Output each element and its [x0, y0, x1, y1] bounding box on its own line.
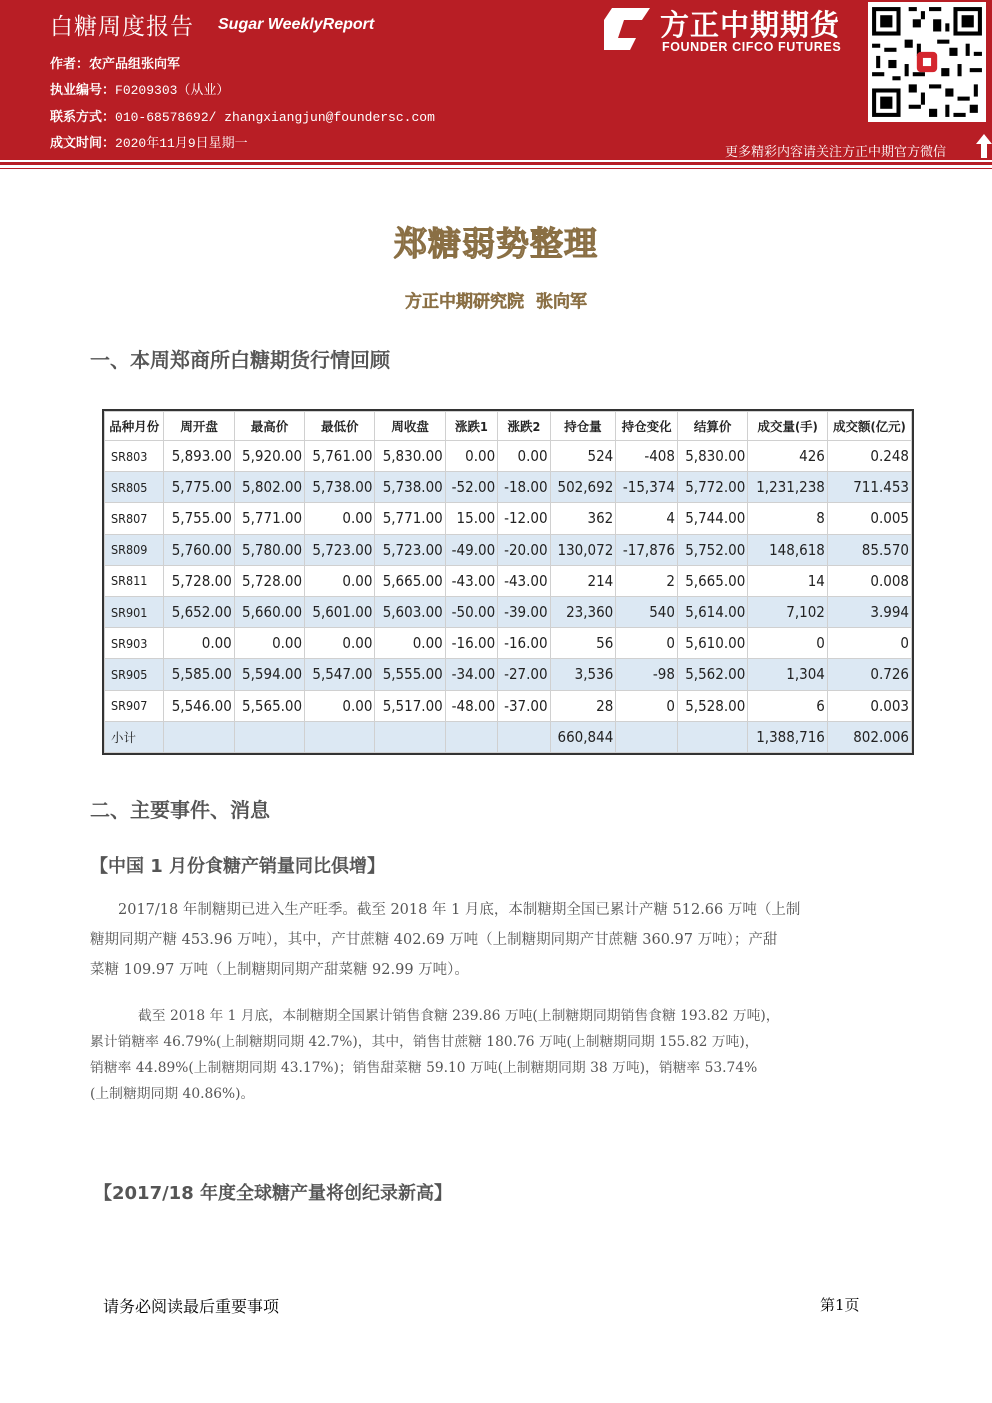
contract-cell: 小计 — [105, 721, 164, 752]
table-cell: 5,772.00 — [677, 472, 747, 503]
table-header-cell: 成交额(亿元) — [827, 412, 911, 441]
table-cell: 5,893.00 — [164, 441, 234, 472]
page-number: 第1页 — [820, 1296, 860, 1314]
table-header-cell: 最高价 — [234, 412, 304, 441]
table-cell: -16.00 — [498, 628, 550, 659]
table-cell: 130,072 — [550, 534, 616, 565]
table-cell: 8 — [748, 503, 828, 534]
table-header-cell: 最低价 — [305, 412, 375, 441]
table-cell: 5,517.00 — [375, 690, 445, 721]
table-cell: 502,692 — [550, 472, 616, 503]
table-cell: -49.00 — [445, 534, 497, 565]
table-row — [105, 441, 912, 472]
table-cell: -15,374 — [616, 472, 678, 503]
table-header-cell: 持仓量 — [550, 412, 616, 441]
table-cell: 5,744.00 — [677, 503, 747, 534]
table-cell: -408 — [616, 441, 678, 472]
table-cell: 0.003 — [827, 690, 911, 721]
table-cell: 5,830.00 — [375, 441, 445, 472]
section-1-heading: 一、本周郑商所白糖期货行情回顾 — [90, 348, 390, 372]
table-row — [105, 534, 912, 565]
table-cell: 5,755.00 — [164, 503, 234, 534]
table-cell: 0.008 — [827, 565, 911, 596]
table-cell: 5,761.00 — [305, 441, 375, 472]
table-row — [105, 721, 912, 752]
license-line: 执业编号：F0209303（从业） — [50, 83, 230, 98]
table-row — [105, 690, 912, 721]
table-cell: 5,780.00 — [234, 534, 304, 565]
table-cell: 7,102 — [748, 596, 828, 627]
table-cell — [445, 721, 497, 752]
table-cell: 524 — [550, 441, 616, 472]
table-cell — [498, 721, 550, 752]
table-cell: 5,594.00 — [234, 659, 304, 690]
table-cell: 5,652.00 — [164, 596, 234, 627]
table-cell: 5,610.00 — [677, 628, 747, 659]
contract-cell: SR803 — [105, 441, 164, 472]
table-cell: 5,723.00 — [375, 534, 445, 565]
table-cell: 5,528.00 — [677, 690, 747, 721]
contract-cell: SR907 — [105, 690, 164, 721]
table-row — [105, 565, 912, 596]
follow-wechat-text: 更多精彩内容请关注方正中期官方微信 — [725, 145, 947, 160]
futures-quote-table — [104, 411, 912, 753]
table-cell: -43.00 — [445, 565, 497, 596]
table-cell: 0.00 — [305, 690, 375, 721]
table-cell: 5,660.00 — [234, 596, 304, 627]
table-header-cell: 周开盘 — [164, 412, 234, 441]
table-cell: 0.726 — [827, 659, 911, 690]
table-cell: 5,771.00 — [234, 503, 304, 534]
table-cell: -20.00 — [498, 534, 550, 565]
table-cell: 1,231,238 — [748, 472, 828, 503]
table-cell: 28 — [550, 690, 616, 721]
table-cell: -39.00 — [498, 596, 550, 627]
table-cell: -12.00 — [498, 503, 550, 534]
table-cell: -37.00 — [498, 690, 550, 721]
table-cell: -27.00 — [498, 659, 550, 690]
section-2-heading: 二、主要事件、消息 — [90, 798, 270, 822]
article-title: 郑糖弱势整理 — [394, 224, 598, 263]
footer-notice: 请务必阅读最后重要事项 — [103, 1297, 280, 1316]
table-cell — [375, 721, 445, 752]
table-cell: 0.005 — [827, 503, 911, 534]
table-cell: 23,360 — [550, 596, 616, 627]
table-cell: 14 — [748, 565, 828, 596]
table-cell — [164, 721, 234, 752]
table-cell: 6 — [748, 690, 828, 721]
contact-line: 联系方式：010-68578692/ zhangxiangjun@foundersc.com — [50, 110, 435, 125]
table-cell: 0.00 — [375, 628, 445, 659]
contract-cell: SR905 — [105, 659, 164, 690]
date-line: 成文时间：2020年11月9日星期一 — [50, 136, 248, 151]
table-cell: 5,752.00 — [677, 534, 747, 565]
table-cell: -43.00 — [498, 565, 550, 596]
table-cell: 0.00 — [305, 503, 375, 534]
table-cell — [234, 721, 304, 752]
table-cell: 5,723.00 — [305, 534, 375, 565]
table-cell: 5,728.00 — [234, 565, 304, 596]
contract-cell: SR901 — [105, 596, 164, 627]
table-cell: 0.00 — [498, 441, 550, 472]
table-cell: -48.00 — [445, 690, 497, 721]
table-row — [105, 596, 912, 627]
table-row — [105, 628, 912, 659]
table-cell: 0.00 — [445, 441, 497, 472]
table-cell: 0 — [616, 628, 678, 659]
table-cell: 2 — [616, 565, 678, 596]
report-subtitle: Sugar WeeklyReport — [218, 16, 375, 33]
table-cell: 5,555.00 — [375, 659, 445, 690]
table-cell: 5,562.00 — [677, 659, 747, 690]
brand-name-en: FOUNDER CIFCO FUTURES — [662, 40, 842, 54]
table-cell: 802.006 — [827, 721, 911, 752]
contract-cell: SR805 — [105, 472, 164, 503]
table-cell: -16.00 — [445, 628, 497, 659]
table-cell: 5,601.00 — [305, 596, 375, 627]
table-cell: 5,728.00 — [164, 565, 234, 596]
table-cell: -17,876 — [616, 534, 678, 565]
contract-cell: SR807 — [105, 503, 164, 534]
table-header-cell: 成交量(手) — [748, 412, 828, 441]
table-cell: 5,665.00 — [375, 565, 445, 596]
brand-name-cn: 方正中期期货 — [660, 8, 841, 42]
table-cell: 5,738.00 — [375, 472, 445, 503]
table-cell: 5,547.00 — [305, 659, 375, 690]
contract-cell: SR811 — [105, 565, 164, 596]
table-cell — [616, 721, 678, 752]
table-cell: 5,603.00 — [375, 596, 445, 627]
table-header-cell: 结算价 — [677, 412, 747, 441]
table-cell: -98 — [616, 659, 678, 690]
table-cell: 5,546.00 — [164, 690, 234, 721]
table-header-cell: 周收盘 — [375, 412, 445, 441]
table-cell: 711.453 — [827, 472, 911, 503]
table-cell: 0.00 — [164, 628, 234, 659]
table-cell: -34.00 — [445, 659, 497, 690]
table-header-cell: 涨跌1 — [445, 412, 497, 441]
table-cell: 3.994 — [827, 596, 911, 627]
table-cell: 0.00 — [305, 565, 375, 596]
table-cell: 660,844 — [550, 721, 616, 752]
table-cell: 15.00 — [445, 503, 497, 534]
table-header-cell: 涨跌2 — [498, 412, 550, 441]
table-cell — [677, 721, 747, 752]
report-header — [0, 0, 992, 160]
news-2-title: 【2017/18 年度全球糖产量将创纪录新高】 — [94, 1183, 452, 1204]
article-byline: 方正中期研究院 张向军 — [405, 292, 587, 312]
table-cell: 540 — [616, 596, 678, 627]
table-header-row — [105, 412, 912, 441]
table-cell: 0.00 — [305, 628, 375, 659]
report-title: 白糖周度报告 — [50, 14, 194, 40]
table-cell: 0 — [827, 628, 911, 659]
table-cell: 148,618 — [748, 534, 828, 565]
table-cell: 5,565.00 — [234, 690, 304, 721]
table-cell: 1,388,716 — [748, 721, 828, 752]
table-cell: 0 — [616, 690, 678, 721]
table-cell: 5,802.00 — [234, 472, 304, 503]
table-cell: -18.00 — [498, 472, 550, 503]
table-cell: 426 — [748, 441, 828, 472]
table-cell: -50.00 — [445, 596, 497, 627]
table-cell: 5,920.00 — [234, 441, 304, 472]
table-cell: 214 — [550, 565, 616, 596]
contract-cell: SR809 — [105, 534, 164, 565]
table-cell: 1,304 — [748, 659, 828, 690]
table-cell: 3,536 — [550, 659, 616, 690]
table-header-cell: 品种月份 — [105, 412, 164, 441]
table-cell: 0.248 — [827, 441, 911, 472]
news-1-title: 【中国 1 月份食糖产销量同比俱增】 — [90, 856, 386, 877]
table-cell — [305, 721, 375, 752]
table-cell: 362 — [550, 503, 616, 534]
table-cell: 85.570 — [827, 534, 911, 565]
table-cell: 5,760.00 — [164, 534, 234, 565]
author-line: 作者：农产品组张向军 — [50, 57, 181, 72]
table-cell: 5,738.00 — [305, 472, 375, 503]
table-cell: 5,665.00 — [677, 565, 747, 596]
table-row — [105, 472, 912, 503]
table-cell: 5,830.00 — [677, 441, 747, 472]
header-divider — [0, 162, 992, 165]
table-cell: 0 — [748, 628, 828, 659]
table-cell: -52.00 — [445, 472, 497, 503]
table-cell: 5,614.00 — [677, 596, 747, 627]
table-cell: 5,771.00 — [375, 503, 445, 534]
table-row — [105, 659, 912, 690]
table-cell: 5,775.00 — [164, 472, 234, 503]
table-header-cell: 持仓变化 — [616, 412, 678, 441]
wechat-qr-code-icon — [868, 2, 986, 122]
founder-logo-icon — [604, 6, 650, 52]
table-cell: 0.00 — [234, 628, 304, 659]
table-row — [105, 503, 912, 534]
table-cell: 4 — [616, 503, 678, 534]
contract-cell: SR903 — [105, 628, 164, 659]
table-cell: 5,585.00 — [164, 659, 234, 690]
table-cell: 56 — [550, 628, 616, 659]
